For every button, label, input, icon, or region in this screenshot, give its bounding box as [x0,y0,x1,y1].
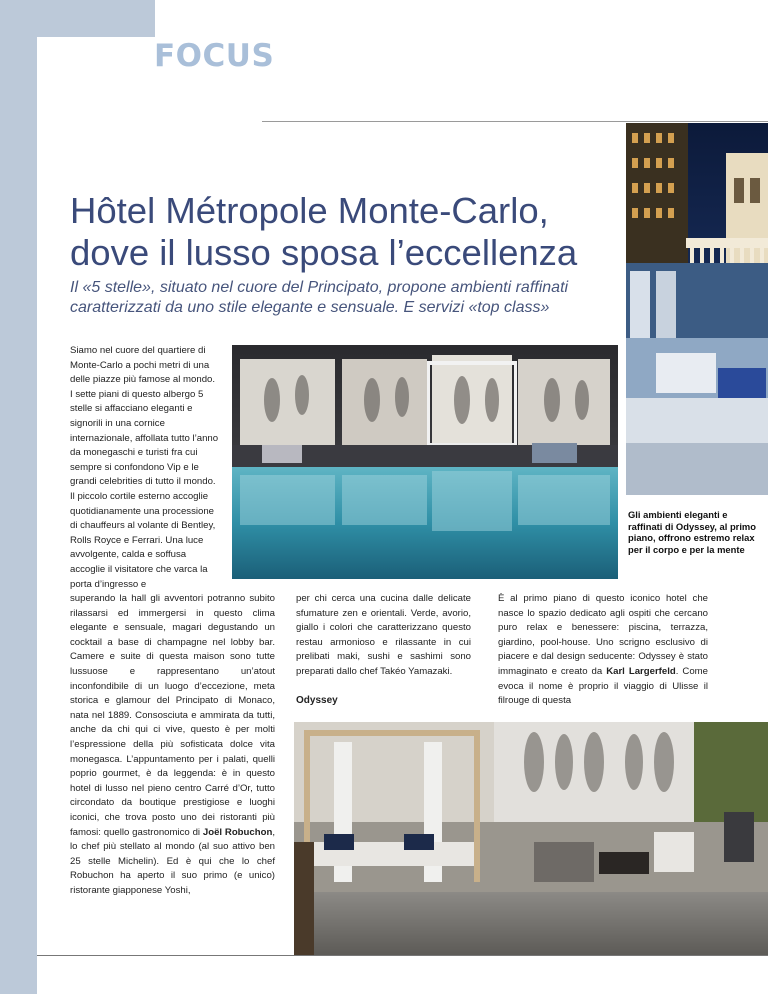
terrace-photo [626,123,768,495]
section-heading-odyssey: Odyssey [296,695,338,706]
section-label: FOCUS [154,38,275,74]
article-body-col3 [498,592,708,709]
subtitle-line2: caratterizzati da uno stile elegante e sensuale. E servizi «top class» [70,299,550,316]
col3-text-b: . Come evoca il nome è proprio il viaggio di Ulisse il filrouge di questa [498,665,708,707]
col1-bottom-b: , lo chef più stellato al mondo (al suo attivo ben 25 stelle Michelin). Ed è qui che lo chef Robuchon ha aperto il suo primo (e unico) ristorante giapponese Yoshi, [70,826,275,896]
article-body-col1-bottom [70,592,275,898]
article-body-col2: per chi cerca una cucina dalle delicate sfumature zen e orientali. Verde, avorio, giallo i colori che caratterizzano questo restau armonioso e rilassante in cui prelibati maki, sushi e sashimi sono preparati dallo chef Takéo Yamazaki. [296,593,471,677]
pool-photo [232,345,618,579]
article-subtitle [70,278,610,318]
chef-name: Joël Robuchon [202,826,273,838]
subtitle-line1: Il «5 stelle», situato nel cuore del Principato, propone ambienti raffinati [70,279,569,296]
col3-text-a: È al primo piano di questo iconico hotel che nasce lo spazio dedicato agli ospiti che cercano puro relax e benessere: piscina, terrazza, giardino, pool-house. Uno scrigno esclusivo di piacere e dal design seducente: Odyssey è stato immaginato e creato da [498,593,708,677]
lounge-photo [294,722,768,956]
page-top-band [0,0,155,37]
col1-bottom-a: superando la hall gli avventori potranno subito rilassarsi ed immergersi in questo clima elegante e sensuale, magari degustando un cocktail a base di champagne nel lobby bar. Camere e suite di questa maison sono tutte lussuose e rappresentano un’atout inconfondibile di un luogo d’eccezione, meta storica e glamour del Principato di Monaco, nata nel 1889. Consosciuta e ammirata da tutti, anche da chi qui ci vive, questo è per molti l’espressione della più sofisticata dolce vita monegasca. L’appuntamento per i palati, quelli poprio gourmet, è da leggenda: è in questo hotel di lusso nel pieno centro Carré d’Or, tutto circondato da boutique prestigiose e luoghi iconici, che trova posto uno dei ristoranti più famosi: quello gastronomico di [70,593,275,838]
header-rule [262,121,768,122]
article-title-line1: Hôtel Métropole Monte-Carlo, [70,190,549,231]
page-side-band [0,0,37,994]
article-title [70,190,630,274]
footer-rule [37,955,768,956]
photo-caption: Gli ambienti eleganti e raffinati di Odyssey, al primo piano, offrono estremo relax per il corpo e per la mente [628,509,756,556]
article-title-line2: dove il lusso sposa l’eccellenza [70,232,578,273]
article-body-col1-top: Siamo nel cuore del quartiere di Monte-Carlo a pochi metri di una delle piazze più famose al mondo. I sette piani di questo albergo 5 stelle si affacciano eleganti e signorili in una cornice internazionale, affollata tutto l’anno da monegaschi e turisti fra cui sempre si confondono Vip e le grandi celebrities di tutto il mondo. Il piccolo cortile esterno accoglie quotidianamente una processione di chauffeurs al volante di Bentley, Rolls Royce e Ferrari. Una luce avvolgente, calda e soffusa accoglie il visitatore che varca la porta d’ingresso e [70,345,219,590]
designer-name: Karl Largerfeld [606,665,676,677]
